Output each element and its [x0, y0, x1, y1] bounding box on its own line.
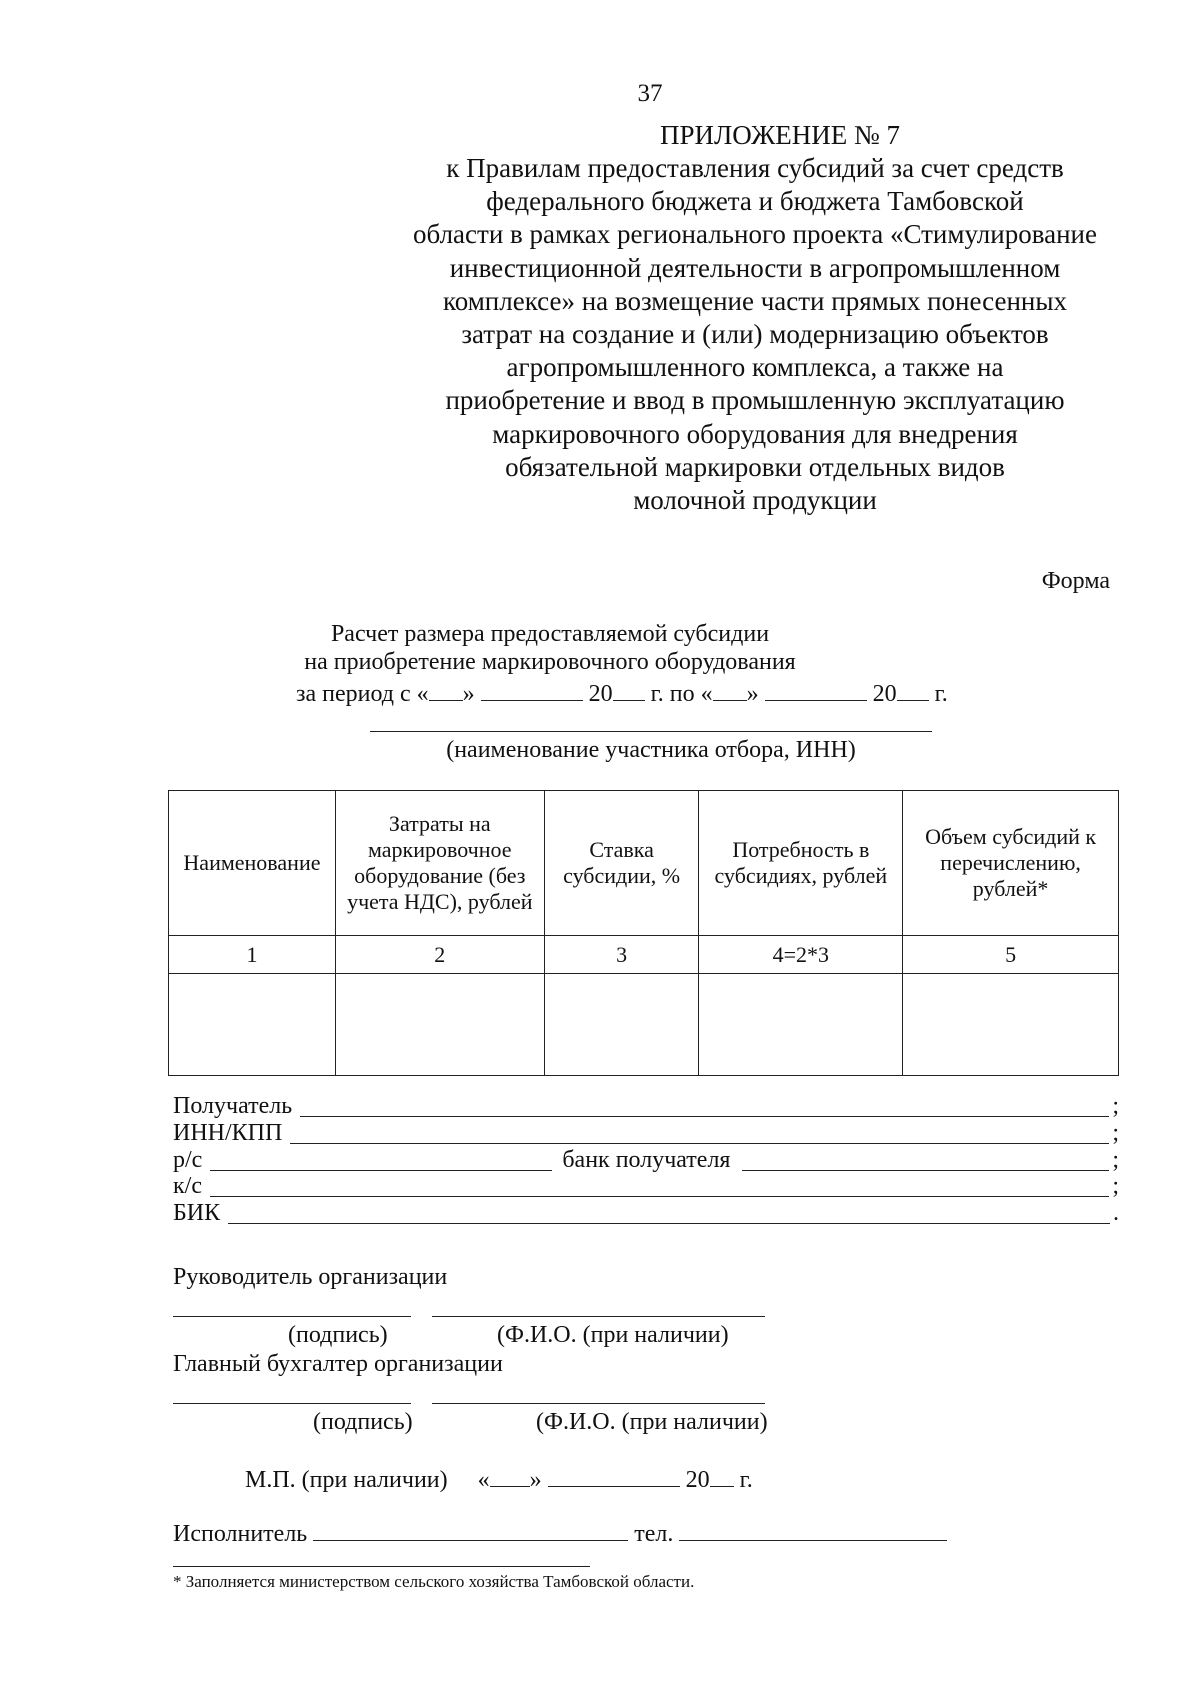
table-header-row	[169, 791, 1119, 936]
table-cell[interactable]	[699, 974, 903, 1076]
inn-kpp-row	[173, 1120, 1119, 1147]
period-quote: »	[746, 681, 759, 707]
annex-line: затрат на создание и (или) модернизацию объектов	[461, 319, 1049, 350]
table-header-cell: Ставка субсидии, %	[544, 791, 699, 936]
table-cell[interactable]	[335, 974, 544, 1076]
name-caption: (Ф.И.О. (при наличии)	[497, 1322, 729, 1348]
name-caption: (Ф.И.О. (при наличии)	[536, 1409, 768, 1435]
quote-open: «	[477, 1467, 490, 1493]
accountant-label: Главный бухгалтер организации	[173, 1351, 503, 1377]
stamp-line	[245, 1464, 753, 1494]
table-header-cell: Затраты на маркировочное оборудование (без учета НДС), рублей	[335, 791, 544, 936]
form-label: Форма	[1041, 568, 1110, 594]
subsidy-table	[168, 790, 1119, 1076]
table-number-cell: 1	[169, 936, 336, 974]
executor-line	[173, 1518, 947, 1548]
bik-row	[173, 1200, 1119, 1227]
period-day-from-field[interactable]	[429, 678, 463, 701]
annex-line: федерального бюджета и бюджета Тамбовской	[486, 186, 1024, 217]
phone-field[interactable]	[679, 1518, 947, 1541]
stamp-year-field[interactable]	[710, 1464, 734, 1487]
semicolon: ;	[1112, 1147, 1119, 1173]
semicolon: ;	[1112, 1173, 1119, 1199]
period-mid: г. по «	[650, 681, 713, 707]
footnote: * Заполняется министерством сельского хозяйства Тамбовской области.	[173, 1572, 695, 1591]
annex-line: инвестиционной деятельности в агропромышленном	[449, 252, 1061, 283]
period-month-from-field[interactable]	[481, 678, 583, 701]
executor-field[interactable]	[313, 1518, 628, 1541]
period-month-to-field[interactable]	[765, 678, 867, 701]
period-end: г.	[934, 681, 948, 707]
phone-label: тел.	[634, 1521, 674, 1547]
recipient-label: Получатель	[173, 1093, 293, 1119]
corr-account-field[interactable]	[210, 1174, 1109, 1197]
calculation-title-line: на приобретение маркировочного оборудования	[304, 649, 796, 675]
head-signature-field[interactable]	[173, 1316, 411, 1317]
semicolon: ;	[1112, 1120, 1119, 1146]
stamp-year: 20	[685, 1467, 710, 1493]
period-year-prefix: 20	[588, 681, 613, 707]
table-cell[interactable]	[544, 974, 699, 1076]
period-line	[296, 678, 948, 708]
table-header-cell: Объем субсидий к перечислению, рублей*	[903, 791, 1119, 936]
period-year-from-field[interactable]	[613, 678, 645, 701]
annex-subtitle	[380, 152, 1130, 517]
bank-field[interactable]	[742, 1148, 1109, 1171]
stamp-year-suffix: г.	[739, 1467, 753, 1493]
annex-line: маркировочного оборудования для внедрения	[492, 418, 1018, 449]
inn-kpp-field[interactable]	[290, 1121, 1109, 1144]
participant-name-field[interactable]	[370, 731, 932, 732]
bank-label: банк получателя	[562, 1147, 731, 1173]
accountant-signature-field[interactable]	[173, 1403, 411, 1404]
quote-close: »	[529, 1467, 542, 1493]
period-prefix: за период с «	[296, 681, 429, 707]
executor-label: Исполнитель	[173, 1521, 308, 1547]
inn-kpp-label: ИНН/КПП	[173, 1120, 283, 1146]
head-label: Руководитель организации	[173, 1264, 448, 1290]
annex-line: обязательной маркировки отдельных видов	[505, 451, 1005, 482]
account-label: р/с	[173, 1147, 203, 1173]
annex-line: приобретение и ввод в промышленную эксплуатацию	[445, 385, 1065, 416]
signature-caption: (подпись)	[313, 1409, 413, 1435]
participant-caption: (наименование участника отбора, ИНН)	[446, 737, 856, 763]
table-header-cell: Наименование	[169, 791, 336, 936]
period-year-prefix: 20	[872, 681, 897, 707]
table-number-cell: 3	[544, 936, 699, 974]
recipient-row	[173, 1093, 1119, 1120]
recipient-field[interactable]	[300, 1094, 1109, 1117]
head-name-field[interactable]	[432, 1316, 765, 1317]
table-number-cell: 4=2*3	[699, 936, 903, 974]
annex-line: комплексе» на возмещение части прямых понесенных	[442, 285, 1067, 316]
account-row	[173, 1147, 1119, 1174]
semicolon: ;	[1112, 1093, 1119, 1119]
stamp-month-field[interactable]	[548, 1464, 680, 1487]
table-number-row	[169, 936, 1119, 974]
period-day-to-field[interactable]	[713, 678, 747, 701]
calculation-title-line: Расчет размера предоставляемой субсидии	[330, 621, 770, 647]
table-number-cell: 2	[335, 936, 544, 974]
accountant-name-field[interactable]	[432, 1403, 765, 1404]
table-cell[interactable]	[169, 974, 336, 1076]
stamp-day-field[interactable]	[490, 1464, 530, 1487]
period-mark: .	[1113, 1200, 1119, 1226]
footnote-divider	[173, 1566, 590, 1567]
annex-title: ПРИЛОЖЕНИЕ № 7	[659, 120, 901, 150]
page-number: 37	[637, 80, 663, 107]
bik-field[interactable]	[228, 1201, 1110, 1224]
corr-account-label: к/с	[173, 1173, 202, 1199]
period-quote: »	[462, 681, 475, 707]
signature-caption: (подпись)	[288, 1322, 388, 1348]
period-year-to-field[interactable]	[897, 678, 929, 701]
stamp-label: М.П. (при наличии)	[245, 1467, 448, 1493]
account-field[interactable]	[210, 1148, 552, 1171]
annex-line: области в рамках регионального проекта «Стимулирование	[413, 219, 1097, 250]
annex-line: молочной продукции	[633, 485, 877, 516]
calculation-title	[200, 620, 900, 676]
bik-label: БИК	[173, 1200, 221, 1226]
table-row	[169, 974, 1119, 1076]
table-header-cell: Потребность в субсидиях, рублей	[699, 791, 903, 936]
annex-line: к Правилам предоставления субсидий за счет средств	[446, 153, 1064, 183]
table-number-cell: 5	[903, 936, 1119, 974]
annex-line: агропромышленного комплекса, а также на	[506, 352, 1004, 383]
table-cell[interactable]	[903, 974, 1119, 1076]
corr-account-row	[173, 1173, 1119, 1200]
